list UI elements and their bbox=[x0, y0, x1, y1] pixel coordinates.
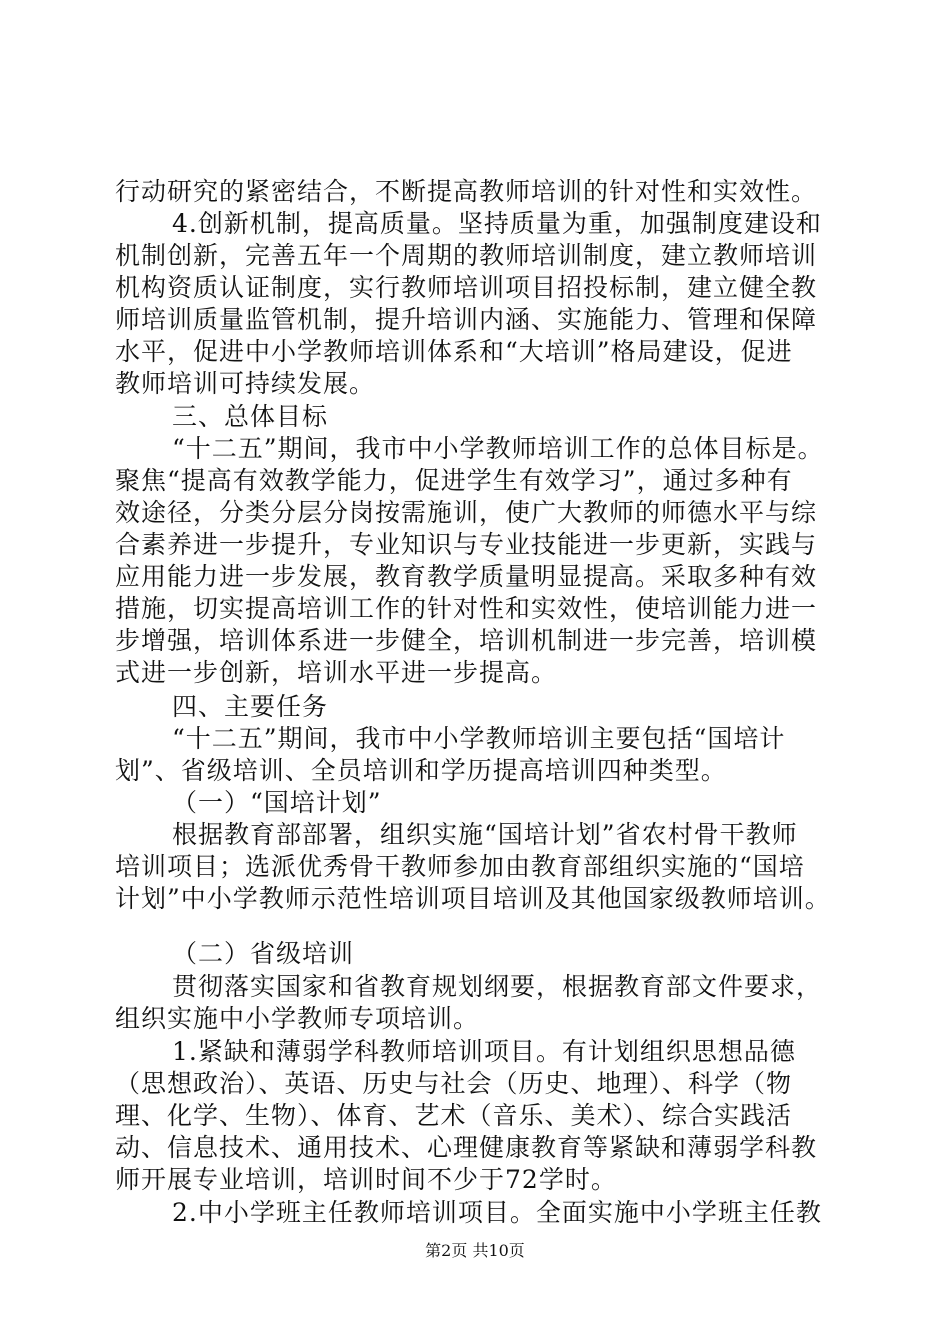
subsection-heading: （一）“国培计划” bbox=[172, 788, 382, 817]
text-line: 聚焦“提高有效教学能力，促进学生有效学习”，通过多种有 bbox=[115, 466, 793, 495]
text-line: 措施，切实提高培训工作的针对性和实效性，使培训能力进一 bbox=[115, 594, 818, 623]
text-line: 根据教育部部署，组织实施“国培计划”省农村骨干教师 bbox=[172, 820, 798, 849]
section-heading: 三、总体目标 bbox=[172, 402, 329, 431]
subsection-heading: （二）省级培训 bbox=[172, 939, 355, 968]
text-line: 培训项目；选派优秀骨干教师参加由教育部组织实施的“国培 bbox=[115, 852, 805, 881]
text-line: 行动研究的紧密结合，不断提高教师培训的针对性和实效性。 bbox=[115, 177, 818, 206]
text-line: 组织实施中小学教师专项培训。 bbox=[115, 1004, 480, 1033]
text-line: 应用能力进一步发展，教育教学质量明显提高。采取多种有效 bbox=[115, 562, 818, 591]
page-number: 第2页 共10页 bbox=[425, 1241, 525, 1260]
text-line: 合素养进一步提升，专业知识与专业技能进一步更新，实践与 bbox=[115, 530, 818, 559]
text-line: 师开展专业培训，培训时间不少于72学时。 bbox=[115, 1165, 617, 1194]
text-line: 水平，促进中小学教师培训体系和“大培训”格局建设，促进 bbox=[115, 337, 793, 366]
text-line: 机制创新，完善五年一个周期的教师培训制度，建立教师培训 bbox=[115, 241, 818, 270]
text-line: 式进一步创新，培训水平进一步提高。 bbox=[115, 658, 558, 687]
text-line: （思想政治）、英语、历史与社会（历史、地理）、科学（物 bbox=[115, 1069, 793, 1098]
text-line: 1.紧缺和薄弱学科教师培训项目。有计划组织思想品德 bbox=[172, 1037, 796, 1066]
text-line: 步增强，培训体系进一步健全，培训机制进一步完善，培训模 bbox=[115, 626, 818, 655]
text-line: 机构资质认证制度，实行教师培训项目招投标制，建立健全教 bbox=[115, 273, 818, 302]
text-line: 计划”中小学教师示范性培训项目培训及其他国家级教师培训。 bbox=[115, 884, 831, 913]
text-line: 贯彻落实国家和省教育规划纲要，根据教育部文件要求， bbox=[172, 972, 823, 1001]
text-line: 2.中小学班主任教师培训项目。全面实施中小学班主任教 bbox=[172, 1198, 822, 1227]
text-line: “十二五”期间，我市中小学教师培训工作的总体目标是。 bbox=[172, 434, 824, 463]
text-line: 教师培训可持续发展。 bbox=[115, 369, 376, 398]
text-line: 师培训质量监管机制，提升培训内涵、实施能力、管理和保障 bbox=[115, 305, 818, 334]
text-line: 效途径，分类分层分岗按需施训，使广大教师的师德水平与综 bbox=[115, 498, 818, 527]
text-line: “十二五”期间，我市中小学教师培训主要包括“国培计 bbox=[172, 724, 786, 753]
section-heading: 四、主要任务 bbox=[172, 692, 329, 721]
text-line: 4.创新机制，提高质量。坚持质量为重，加强制度建设和 bbox=[172, 209, 822, 238]
text-line: 理、化学、生物）、体育、艺术（音乐、美术）、综合实践活 bbox=[115, 1101, 793, 1130]
text-line: 划”、省级培训、全员培训和学历提高培训四种类型。 bbox=[115, 756, 727, 785]
text-line: 动、信息技术、通用技术、心理健康教育等紧缺和薄弱学科教 bbox=[115, 1133, 818, 1162]
